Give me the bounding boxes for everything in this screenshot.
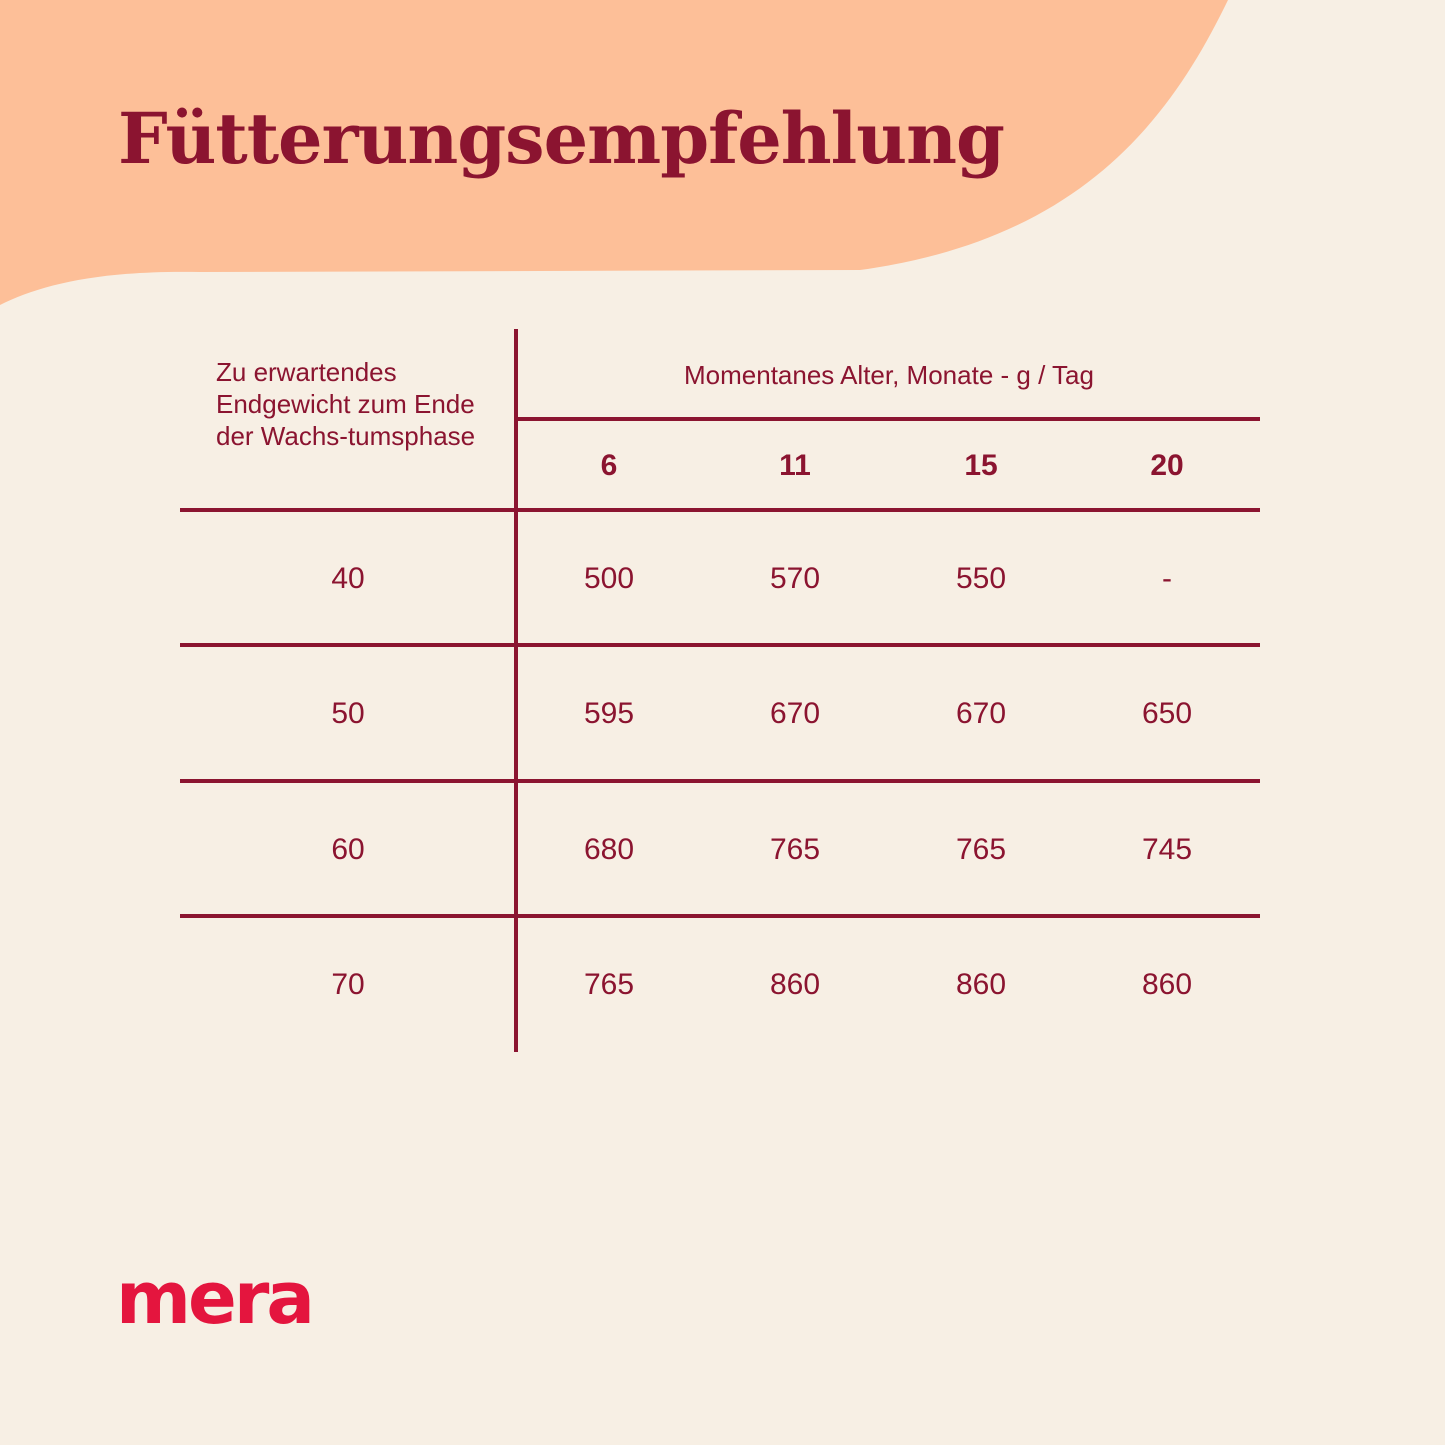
weight-cell: 60: [331, 833, 365, 866]
value-cell: 860: [955, 968, 1007, 1001]
table-vertical-divider: [514, 329, 518, 1052]
value-cell: 670: [955, 697, 1007, 730]
value-cell: 765: [769, 833, 821, 866]
weight-cell: 50: [331, 697, 365, 730]
age-column-header: 20: [1150, 449, 1184, 482]
table-row-divider: [180, 643, 1260, 647]
value-cell: 680: [583, 833, 635, 866]
value-cell: 765: [583, 968, 635, 1001]
value-cell: 765: [955, 833, 1007, 866]
table-row-divider: [180, 508, 1260, 512]
value-cell: 550: [955, 562, 1007, 595]
brand-logo: mera: [116, 1256, 312, 1340]
value-cell: 570: [769, 562, 821, 595]
value-cell: 500: [583, 562, 635, 595]
column-group-header: Momentanes Alter, Monate - g / Tag: [684, 360, 1094, 390]
age-column-header: 15: [964, 449, 998, 482]
value-cell: 860: [769, 968, 821, 1001]
weight-cell: 70: [331, 968, 365, 1001]
value-cell: 745: [1141, 833, 1193, 866]
weight-cell: 40: [331, 562, 365, 595]
table-row-divider: [180, 914, 1260, 918]
table-row-divider: [180, 779, 1260, 783]
age-column-header: 6: [600, 449, 618, 482]
value-cell: 595: [583, 697, 635, 730]
value-cell: 670: [769, 697, 821, 730]
age-column-header: 11: [779, 449, 811, 482]
value-cell: 860: [1141, 968, 1193, 1001]
header-divider: [518, 417, 1260, 421]
value-cell: -: [1162, 562, 1172, 595]
page-title: Fütterungsempfehlung: [118, 97, 1005, 180]
row-header-label: Zu erwartendes Endgewicht zum Ende der Wachs-tumsphase: [216, 357, 476, 451]
value-cell: 650: [1141, 697, 1193, 730]
